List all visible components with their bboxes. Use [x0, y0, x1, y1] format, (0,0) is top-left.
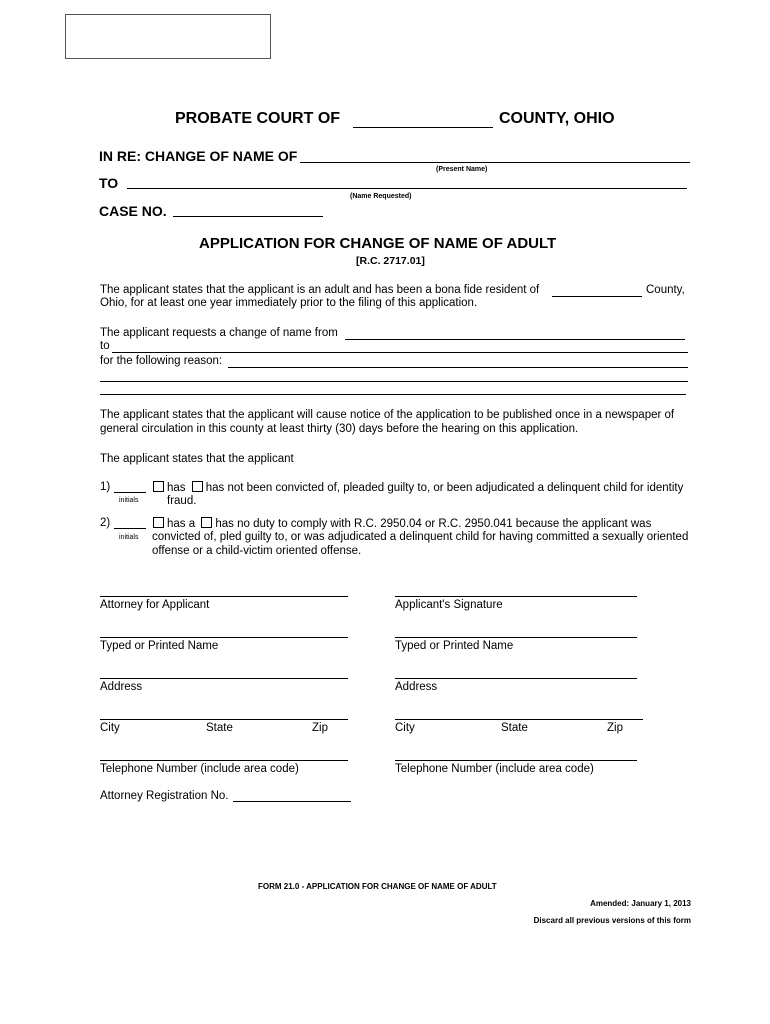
applicant-city-label: City	[395, 722, 415, 734]
applicant-address-label: Address	[395, 681, 438, 693]
item2-text2: convicted of, pled guilty to, or was adjudicated a delinquent child for having committed a sexually oriented	[152, 531, 689, 543]
item2-line1	[150, 517, 651, 530]
applicant-city-line[interactable]	[395, 719, 643, 720]
applicant-zip-label: Zip	[607, 722, 623, 734]
attorney-registration-field[interactable]	[233, 801, 351, 802]
item2-initials-caption: initials	[119, 534, 139, 541]
case-no-label: CASE NO.	[99, 203, 167, 219]
item1-initials-field[interactable]	[114, 492, 146, 493]
form-title: APPLICATION FOR CHANGE OF NAME OF ADULT	[199, 235, 557, 252]
attorney-state-label: State	[206, 722, 233, 734]
applicant-address-line[interactable]	[395, 678, 637, 679]
item1-initials-caption: initials	[119, 497, 139, 504]
present-name-caption: (Present Name)	[436, 166, 488, 173]
item2-has-checkbox[interactable]	[153, 517, 164, 528]
county-field[interactable]	[353, 127, 493, 128]
item2-number: 2)	[100, 517, 111, 529]
reason-field-2[interactable]	[100, 381, 688, 382]
name-requested-field[interactable]	[127, 188, 687, 189]
item2-has-label: has a	[167, 518, 196, 530]
item1-has-not-checkbox[interactable]	[192, 481, 203, 492]
notice-text-line1: The applicant states that the applicant will cause notice of the application to be published once in a newspaper of	[100, 409, 675, 421]
item2-has-no-checkbox[interactable]	[201, 517, 212, 528]
attorney-registration-label: Attorney Registration No.	[100, 790, 229, 802]
item1-has-checkbox[interactable]	[153, 481, 164, 492]
residency-text: The applicant states that the applicant is an adult and has been a bona fide resident of	[100, 284, 540, 296]
request-to-field[interactable]	[112, 352, 688, 353]
attorney-telephone-label: Telephone Number (include area code)	[100, 763, 299, 775]
statute-reference: [R.C. 2717.01]	[356, 255, 425, 267]
in-re-label: IN RE: CHANGE OF NAME OF	[99, 148, 298, 164]
attorney-label: Attorney for Applicant	[100, 599, 210, 611]
applicant-signature-label: Applicant's Signature	[395, 599, 503, 611]
case-no-field[interactable]	[173, 216, 323, 217]
attorney-zip-label: Zip	[312, 722, 328, 734]
attorney-typed-name-line[interactable]	[100, 637, 348, 638]
filing-stamp-box	[65, 14, 271, 59]
court-suffix: COUNTY, OHIO	[499, 110, 615, 127]
reason-field-1[interactable]	[228, 367, 688, 368]
attorney-city-line[interactable]	[100, 719, 348, 720]
request-from-label: The applicant requests a change of name from	[100, 327, 338, 339]
item1-line1	[150, 481, 683, 494]
applicant-telephone-label: Telephone Number (include area code)	[395, 763, 594, 775]
item1-has-label: has	[167, 482, 186, 494]
notice-text-line2: general circulation in this county at least thirty (30) days before the hearing on this application.	[100, 423, 579, 435]
states-intro: The applicant states that the applicant	[100, 453, 294, 465]
request-to-label: to	[100, 340, 110, 352]
request-from-field[interactable]	[345, 339, 685, 340]
attorney-address-label: Address	[100, 681, 143, 693]
discard-notice: Discard all previous versions of this form	[533, 916, 691, 925]
form-name-footer: FORM 21.0 - APPLICATION FOR CHANGE OF NAME OF ADULT	[258, 882, 497, 891]
attorney-address-line[interactable]	[100, 678, 348, 679]
residency-county-field[interactable]	[552, 296, 642, 297]
present-name-field[interactable]	[300, 162, 690, 163]
applicant-state-label: State	[501, 722, 528, 734]
item2-text1: has no duty to comply with R.C. 2950.04 or R.C. 2950.041 because the applicant was	[215, 518, 652, 530]
reason-field-3[interactable]	[100, 394, 686, 395]
court-prefix: PROBATE COURT OF	[175, 110, 341, 127]
applicant-typed-name-label: Typed or Printed Name	[395, 640, 514, 652]
item1-text2: fraud.	[167, 495, 197, 507]
request-reason-label: for the following reason:	[100, 355, 223, 367]
residency-text-line2: Ohio, for at least one year immediately prior to the filing of this application.	[100, 297, 478, 309]
to-label: TO	[99, 175, 119, 191]
attorney-signature-line[interactable]	[100, 596, 348, 597]
applicant-signature-line[interactable]	[395, 596, 637, 597]
applicant-telephone-line[interactable]	[395, 760, 637, 761]
item1-number: 1)	[100, 481, 111, 493]
attorney-city-label: City	[100, 722, 120, 734]
amended-date: Amended: January 1, 2013	[590, 899, 691, 908]
applicant-typed-name-line[interactable]	[395, 637, 637, 638]
attorney-telephone-line[interactable]	[100, 760, 348, 761]
residency-county-label: County,	[646, 284, 685, 296]
item2-text3: offense or a child-victim oriented offense.	[152, 545, 362, 557]
name-requested-caption: (Name Requested)	[350, 193, 412, 200]
item2-initials-field[interactable]	[114, 528, 146, 529]
attorney-typed-name-label: Typed or Printed Name	[100, 640, 219, 652]
item1-text1: has not been convicted of, pleaded guilty to, or been adjudicated a delinquent child for identity	[205, 482, 684, 494]
